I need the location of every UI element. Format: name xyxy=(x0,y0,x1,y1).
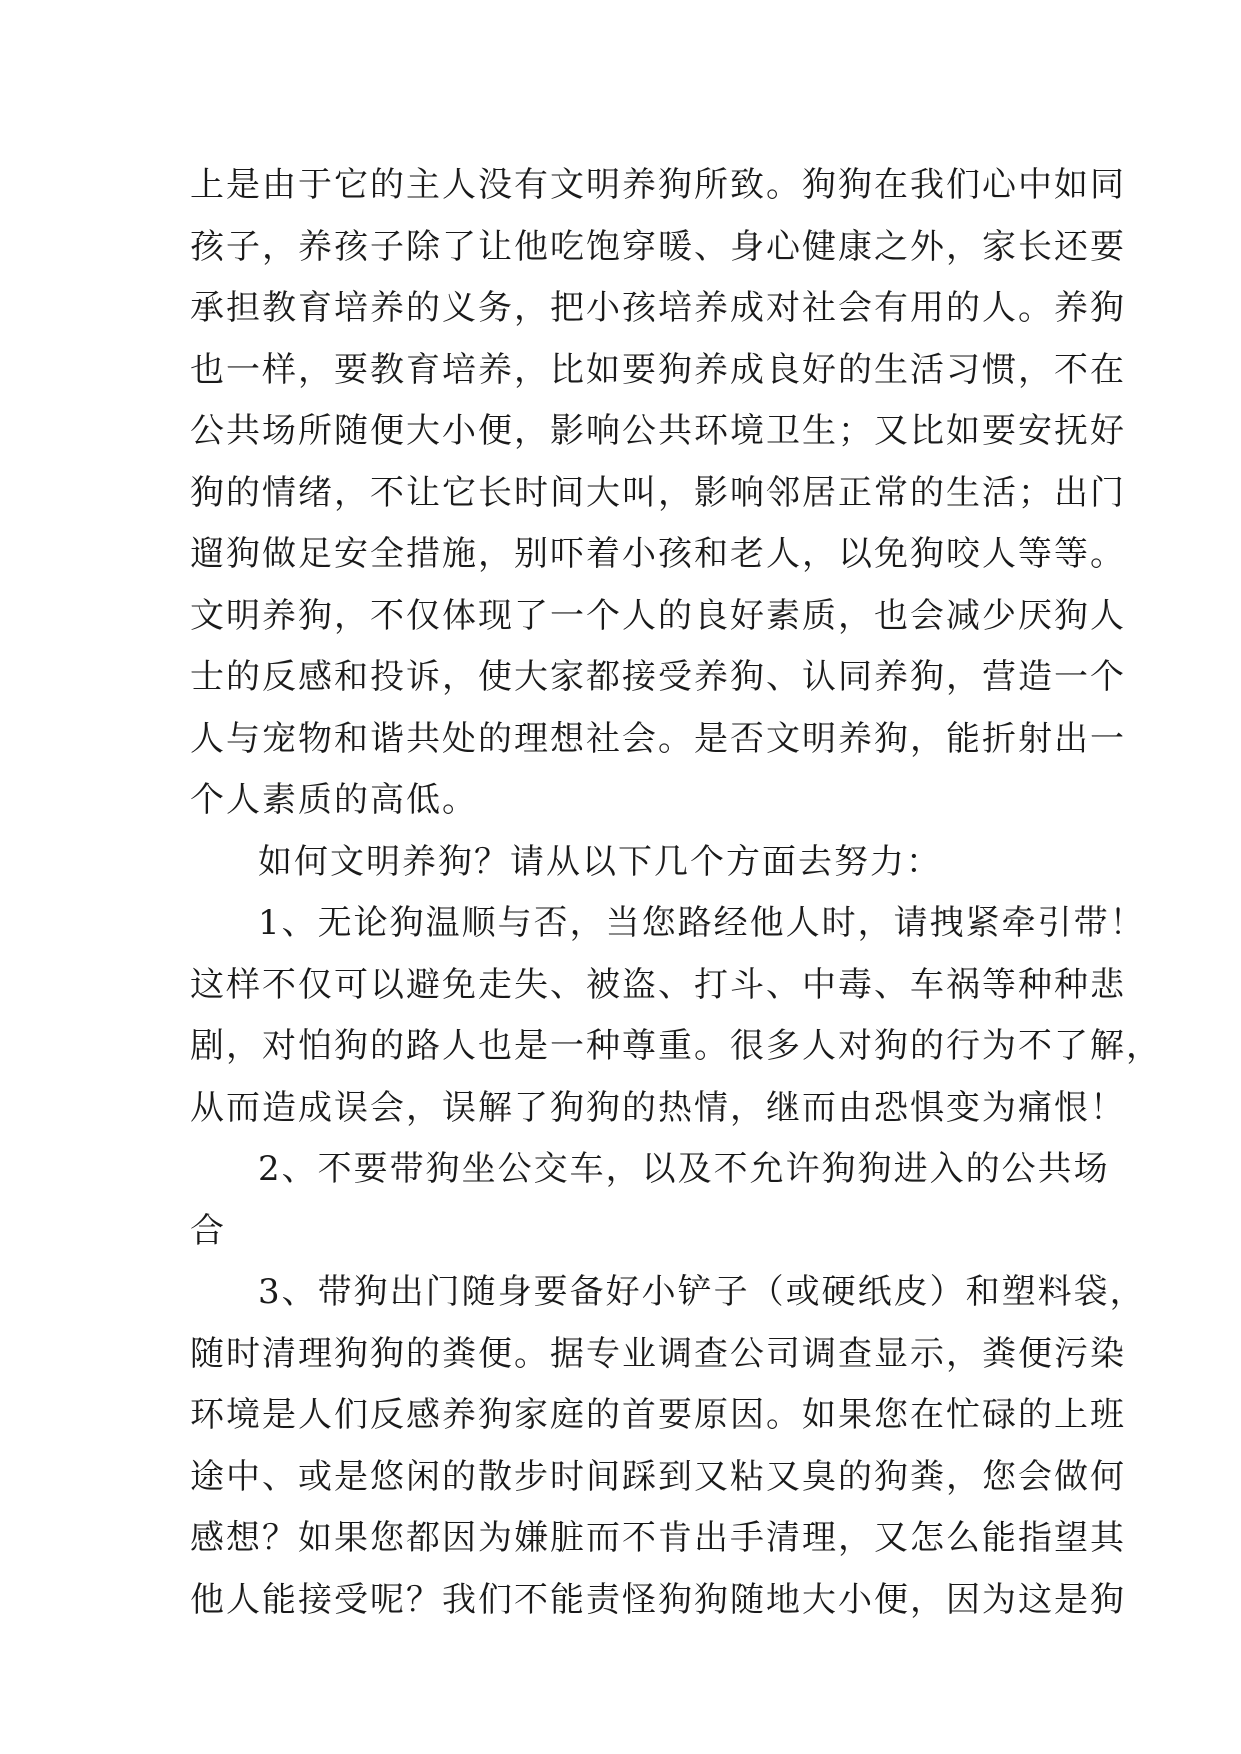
text-line: 合 xyxy=(190,1210,226,1251)
text-line: 上是由于它的主人没有文明养狗所致。狗狗在我们心中如同 xyxy=(190,165,1126,205)
text-line: 从而造成误会，误解了狗狗的热情，继而由恐惧变为痛恨！ xyxy=(190,1087,1126,1128)
text-line: 孩子，养孩子除了让他吃饱穿暖、身心健康之外，家长还要 xyxy=(190,226,1126,267)
text-line: 途中、或是悠闲的散步时间踩到又粘又臭的狗粪，您会做何 xyxy=(190,1456,1126,1497)
text-line: 遛狗做足安全措施，别吓着小孩和老人，以免狗咬人等等。 xyxy=(190,534,1126,574)
text-line: 随时清理狗狗的粪便。据专业调查公司调查显示，粪便污染 xyxy=(190,1333,1126,1374)
text-line: 公共场所随便大小便，影响公共环境卫生；又比如要安抚好 xyxy=(190,411,1126,451)
text-line: 感想？如果您都因为嫌脏而不肯出手清理，又怎么能指望其 xyxy=(190,1518,1126,1558)
text-line: 这样不仅可以避免走失、被盗、打斗、中毒、车祸等种种悲 xyxy=(190,964,1126,1005)
text-line: 也一样，要教育培养，比如要狗养成良好的生活习惯，不在 xyxy=(190,349,1126,390)
text-line: 狗的情绪，不让它长时间大叫，影响邻居正常的生活；出门 xyxy=(190,472,1126,513)
text-line: 剧，对怕狗的路人也是一种尊重。很多人对狗的行为不了解， xyxy=(190,1026,1162,1066)
text-line: 他人能接受呢？我们不能责怪狗狗随地大小便，因为这是狗 xyxy=(190,1579,1126,1620)
text-line: 环境是人们反感养狗家庭的首要原因。如果您在忙碌的上班 xyxy=(190,1395,1126,1435)
text-line: 人与宠物和谐共处的理想社会。是否文明养狗，能折射出一 xyxy=(190,718,1126,759)
list-item-3-line: 3、带狗出门随身要备好小铲子（或硬纸皮）和塑料袋， xyxy=(258,1272,1146,1312)
list-item-1-line: 1、无论狗温顺与否，当您路经他人时，请拽紧牵引带！ xyxy=(258,903,1146,943)
text-line: 个人素质的高低。 xyxy=(190,780,478,820)
paragraph-heading-line: 如何文明养狗？请从以下几个方面去努力： xyxy=(258,841,942,882)
list-item-2-line: 2、不要带狗坐公交车，以及不允许狗狗进入的公共场 xyxy=(258,1149,1110,1189)
text-line: 文明养狗，不仅体现了一个人的良好素质，也会减少厌狗人 xyxy=(190,595,1126,636)
text-line: 士的反感和投诉，使大家都接受养狗、认同养狗，营造一个 xyxy=(190,657,1126,697)
text-line: 承担教育培养的义务，把小孩培养成对社会有用的人。养狗 xyxy=(190,288,1126,328)
body-text xyxy=(190,155,1162,1631)
